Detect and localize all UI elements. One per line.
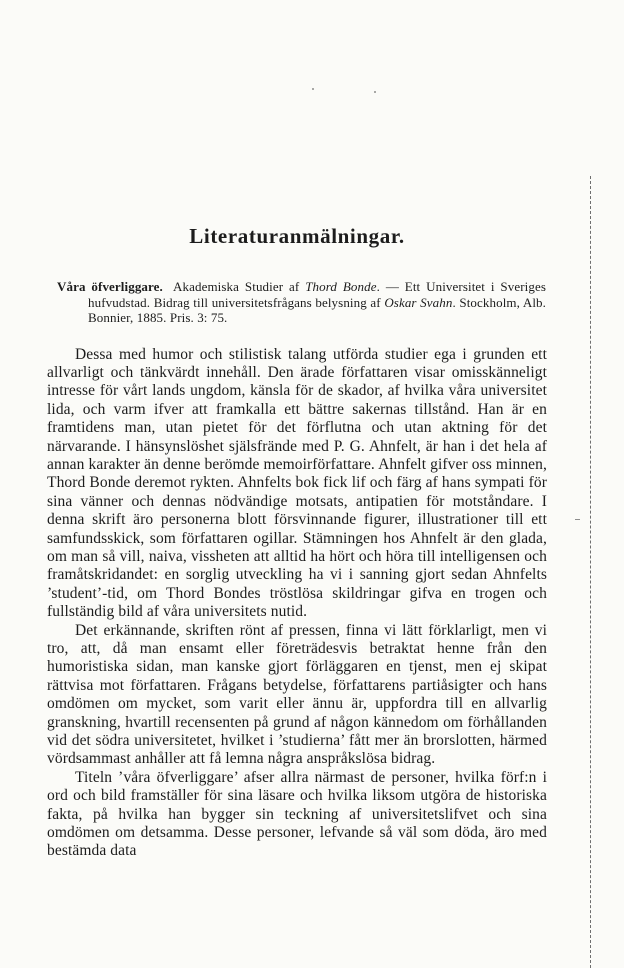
scan-speck	[575, 519, 580, 520]
bibliography-author-1: Thord Bonde	[305, 279, 377, 294]
text-column	[47, 224, 547, 861]
bibliography-text-3: . Stockholm, Alb. Bonnier, 1885. Pris. 3: 75.	[88, 294, 546, 325]
article-body	[47, 346, 547, 861]
page-fold-mark	[590, 176, 591, 968]
paragraph-3: Titeln ’våra öfverliggare’ afser allra närmast de personer, hvilka förf:n i ord och bild framställer för sina läsare och hvilka liksom utgöra de historiska fakta, på hvilka han bygger sin teckning af universitetslifvet och sina omdömen om detsamma. Desse personer, lefvande så väl som döda, äro med bestämda data	[47, 768, 547, 860]
bibliography-text-2: . — Ett Universitet i Sveriges hufvudstad. Bidrag till universitetsfrågans belysning af	[88, 279, 547, 310]
bibliography-author-2: Oskar Svahn	[384, 294, 453, 310]
bibliography-note	[57, 279, 546, 326]
paragraph-1: Dessa med humor och stilistisk talang utförda studier ega i grunden ett allvarligt och tänkvärdt innehåll. Den ärade författaren visar omisskänneligt intresse för vårt lands ungdom, känsla för de skador, af hvilka våra universitet lida, och varm ifver att framkalla ett bättre sakernas tillstånd. Han är en framtidens man, utan pietet för det förflutna och utan aktning för det närvarande. I hänsynslöshet själsfrände med P. G. Ahnfelt, är han i det hela af annan karakter än denne berömde memoirförfattare. Ahnfelt gifver oss minnen, Thord Bonde deremot rykten. Ahnfelts bok fick lif och färg af hans sympati för sina vänner och dennas nödvändige motsats, antipatien för motståndare. I denna skrift äro personerna blott försvinnande figurer, illustrationer till ett samfundsskick, som författaren ogillar. Stämningen hos Ahnfelt är den glada, om man så vill, naiva, vissheten att alltid ha hört och höra till intelligensen och framåtskridandet: en sorglig utveckling ha vi i sanning gjort sedan Ahnfelts ’student’-tid, om Thord Bondes tröstlösa skildringar gifva en trogen och fullständig bild af våra universitets nutid.	[47, 345, 547, 621]
page-title: Literaturanmälningar.	[189, 224, 405, 248]
scan-speck	[374, 91, 376, 93]
paragraph-2: Det erkännande, skriften rönt af pressen, finna vi lätt förklarligt, men vi tro, att, då man ensamt eller företrädesvis betraktat henne från den humoristiska sidan, man kanske gjort förläggaren en tjenst, men ej skipat rättvisa mot författaren. Frågans betydelse, författarens partiåsigter och hans omdömen om mycket, som varit eller ännu är, uppfordra till en allvarlig granskning, hvartill recensenten på grund af någon kännedom om förhållanden vid det södra universitetet, hvilket i ’studierna’ fått mer än brorslotten, härmed vördsammast anhåller att få lemna några anspråkslösa bidrag.	[47, 621, 547, 768]
bibliography-lead: Våra öfverliggare.	[57, 279, 163, 294]
scan-speck	[312, 88, 314, 90]
bibliography-text-1: Akademiska Studier af	[173, 279, 306, 294]
